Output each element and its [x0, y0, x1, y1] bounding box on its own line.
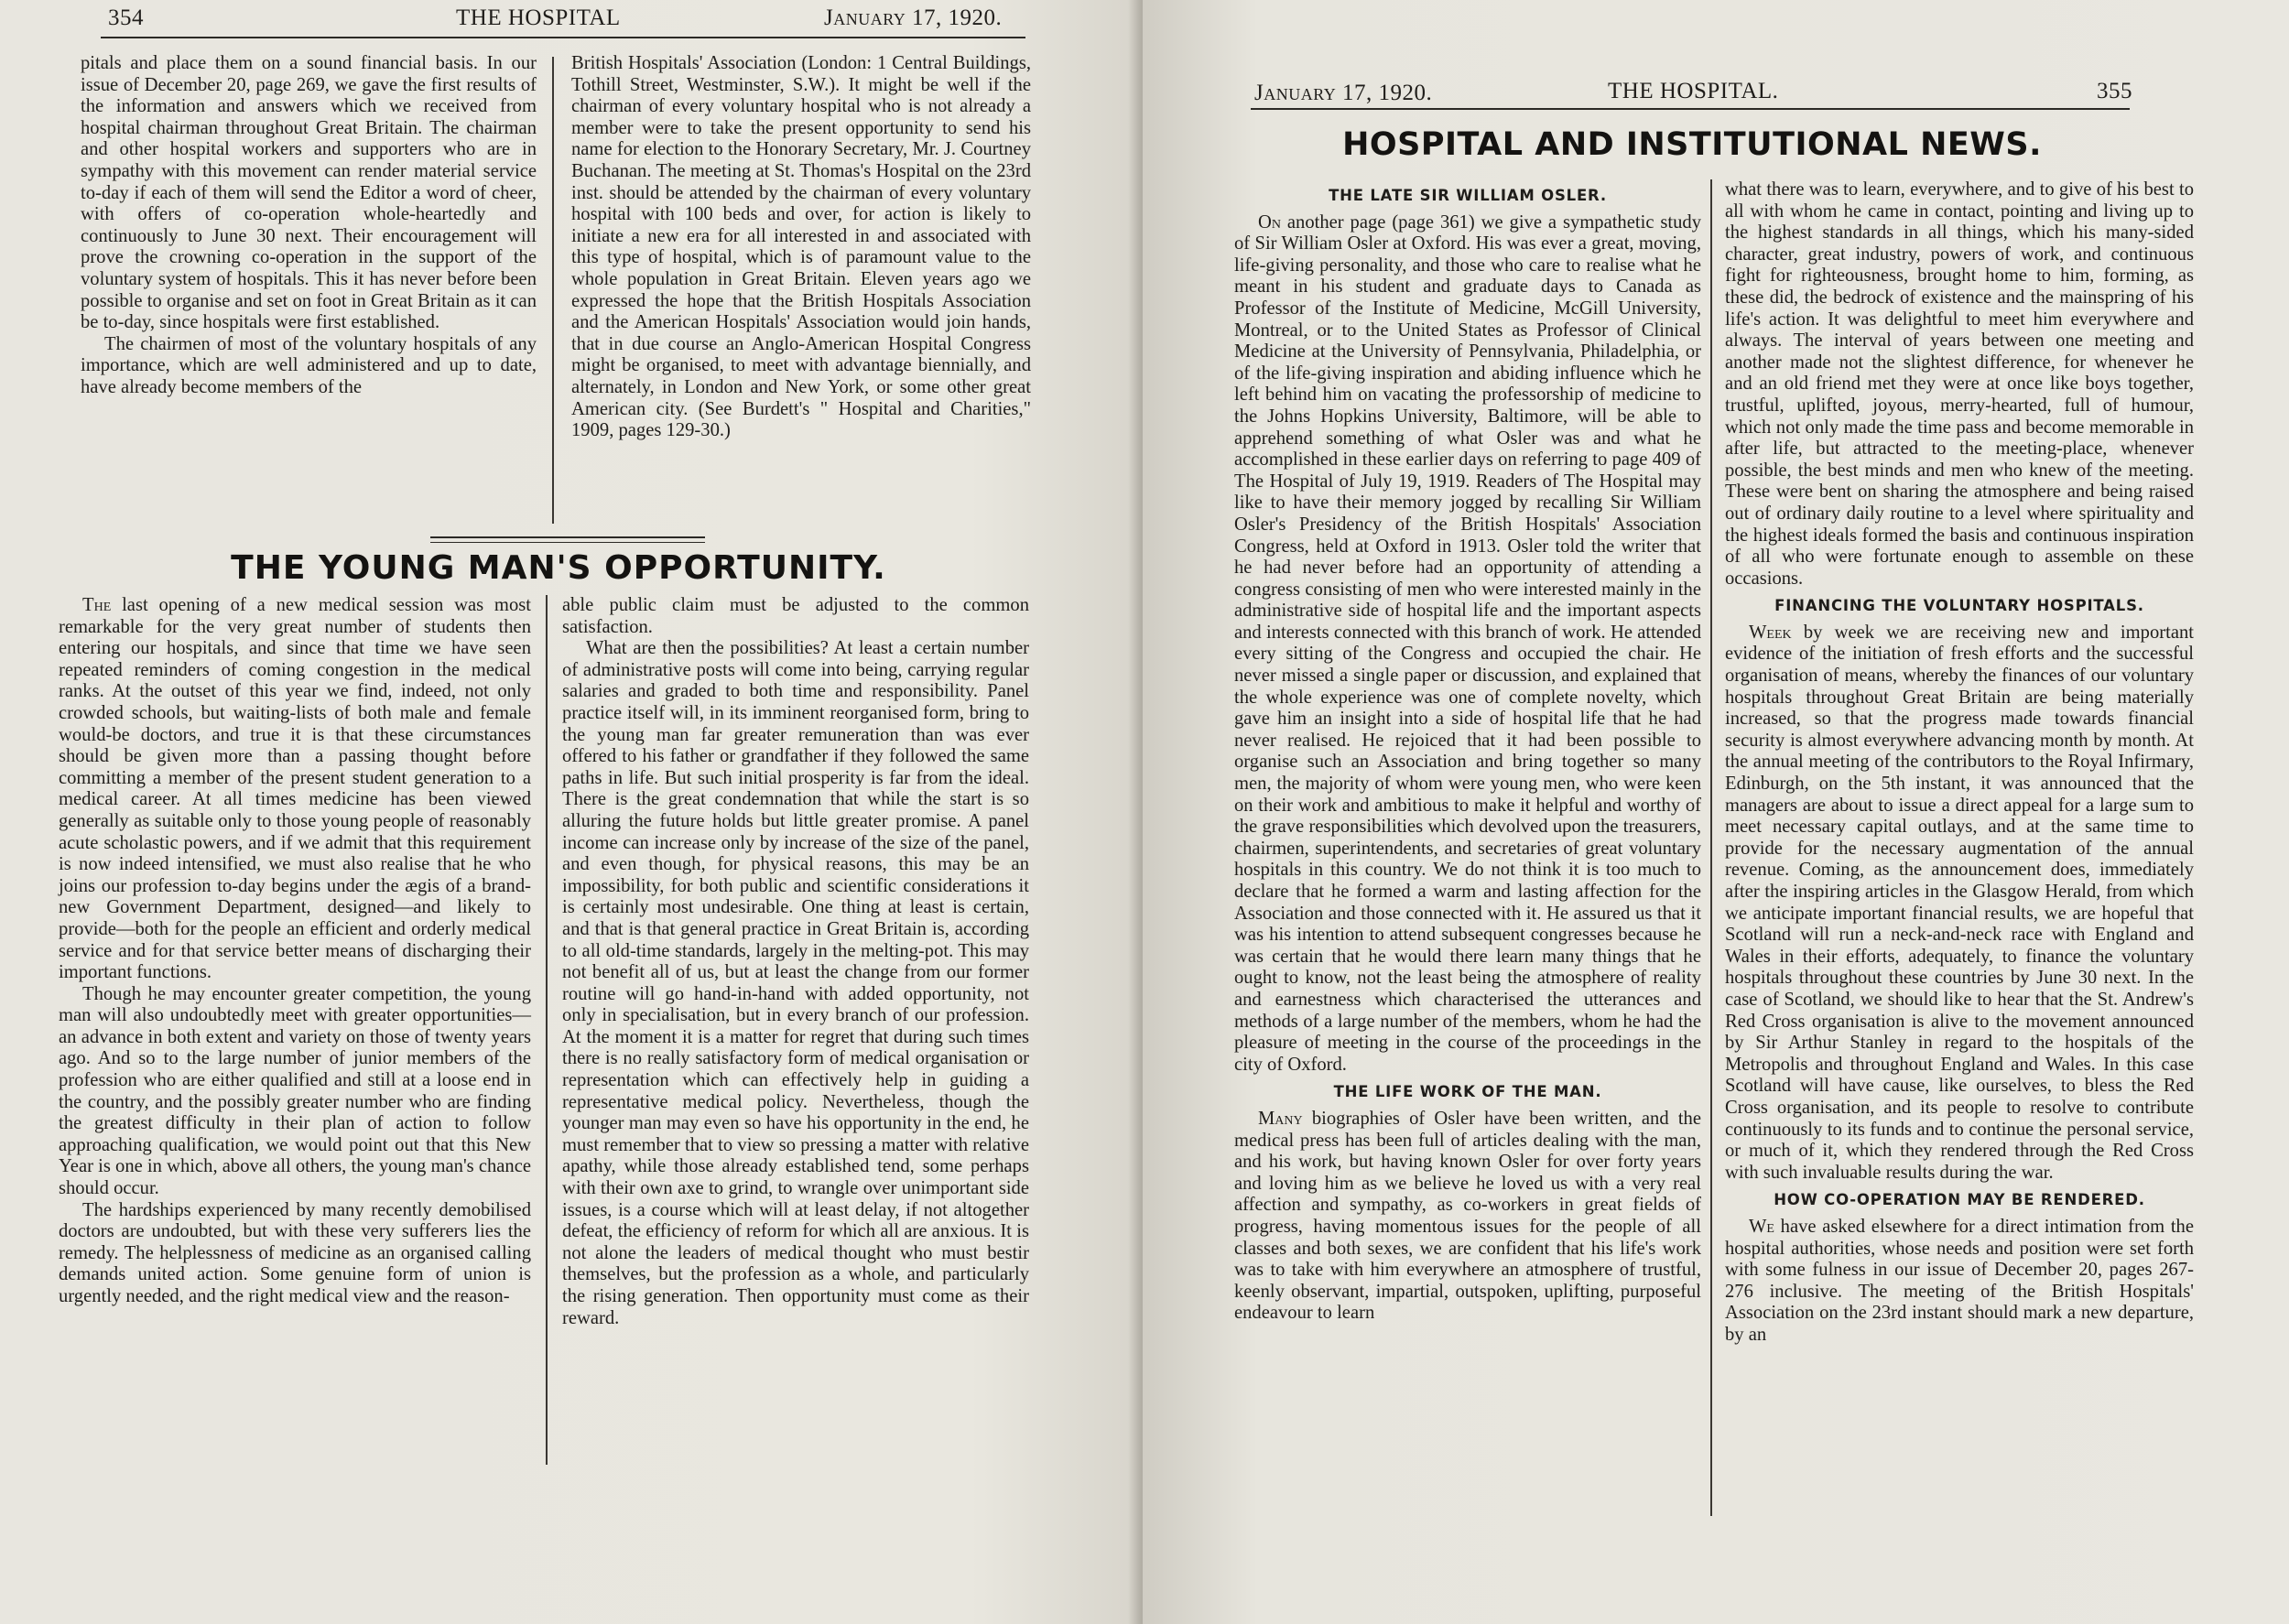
left-page-number: 354: [108, 5, 144, 30]
paragraph: The chairmen of most of the voluntary hospitals of any importance, which are well administered and up to date, have already become members of the: [81, 333, 537, 397]
paragraph: What are then the possibilities? At least a certain number of administrative posts will come into being, carrying regular salaries and graded to both time and responsibility. Panel practice itself will, in its imminent reorganised form, bring to the young man far greater remuneration than was ever offered to his father or grandfather if they followed the same paths in life. But such initial prosperity is far from the ideal. There is the great condemnation that while the start is so alluring the future holds but little greater promise. A panel income can increase only by increase of the size of the panel, and even though, for physical reasons, this may be an impossibility, for both public and scientific considerations it is certainly most undesirable. One thing at least is certain, and that is that general practice in Great Britain is, according to all old-time standards, largely in the melting-pot. This may not benefit all of us, but at least the change from our former routine will go hand-in-hand with added opportunity, not only in specialisation, but in every branch of our profession. At the moment it is a matter for regret that during such times there is no really satisfactory form of medical organisation or representation which can effectively help in guiding a representative medical policy. Nevertheless, though the younger man may even so have his opportunity in the end, he must remember that to view so pressing a matter with relative apathy, while those already established tend, some perhaps with their own axe to grind, to wrangle over unimportant side issues, is a course which will at least delay, if not altogether defeat, the efficiency of reform for which all are anxious. It is not alone the leaders of medical thought who must bestir themselves, but the profession as a whole, and particularly the rising generation. Then opportunity must come as their reward.: [562, 638, 1029, 1328]
column-divider: [546, 595, 548, 1465]
subhead-financing: FINANCING THE VOLUNTARY HOSPITALS.: [1774, 597, 2144, 615]
column-divider: [1710, 179, 1712, 1516]
paragraph: able public claim must be adjusted to the common satisfaction.: [562, 595, 1029, 637]
left-top-column-1: [81, 53, 537, 399]
subhead-co-operation: HOW CO-OPERATION MAY BE RENDERED.: [1774, 1191, 2145, 1209]
column-divider: [552, 57, 554, 524]
headline-rule-top-2: [430, 542, 705, 543]
left-page: [0, 0, 1143, 1624]
news-column-2: [1725, 179, 2194, 1346]
news-column-1: [1234, 179, 1701, 1325]
paragraph: We have asked elsewhere for a direct intimation from the hospital authorities, whose needs and position were set forth with some fulness in our issue of December 20, pages 267-276 inclusive. The meeting of the British Hospitals' Association on the 23rd instant should mark a new departure, by an: [1725, 1216, 2194, 1345]
paragraph: Many biographies of Osler have been written, and the medical press has been full of articles dealing with the man, and his work, but having known Osler for over forty years and loving him as we believe he loved us with a very real affection and sympathy, as co-workers in great fields of progress, having momentous issues for the people of all classes and both sexes, we are confident that his life's work was to take with him everywhere an atmosphere of trustful, keenly observant, impartial, outspoken, uplifting, purposeful endeavour to learn: [1234, 1108, 1701, 1324]
article-column-1: [59, 595, 531, 1308]
paragraph: British Hospitals' Association (London: 1 Central Buildings, Tothill Street, Westminster, S.W.). It might be well if the chairman of every voluntary hospital who is not already a member were to take the present opportunity to send his name for election to the Honorary Secretary, Mr. J. Courtney Buchanan. The meeting at St. Thomas's Hospital on the 23rd inst. should be attended by the chairman of every voluntary hospital with 100 beds and over, for action is likely to initiate a new era for all interested in and associated with this type of hospital, which is of paramount value to the whole population in Great Britain. Eleven years ago we expressed the hope that the British Hospitals Association and the American Hospitals' Association would join hands, that in due course an Anglo-American Hospital Congress might be organised, to meet with advantage biennially, and alternately, in London and New York, or some other great American city. (See Burdett's " Hospital and Charities," 1909, pages 129-30.): [571, 53, 1031, 441]
left-date: January 17, 1920.: [824, 5, 1003, 30]
subhead-osler: THE LATE SIR WILLIAM OSLER.: [1329, 187, 1607, 204]
right-date: January 17, 1920.: [1254, 81, 1433, 105]
left-top-column-2: [571, 53, 1031, 442]
article-column-2: [562, 595, 1029, 1329]
news-headline: HOSPITAL AND INSTITUTIONAL NEWS.: [1342, 126, 2042, 163]
paragraph: Though he may encounter greater competition, the young man will also undoubtedly meet with greater opportunities—an advance in both extent and variety on those of twenty years ago. And so to the large number of junior members of the profession who are either qualified and still at a loose end in the country, and the possibly greater number who are finding the greatest difficulty in their plan of action to follow approaching qualification, we would point out that this New Year is one in which, above all others, the young man's chance should occur.: [59, 983, 531, 1199]
headline-rule-top: [430, 536, 705, 538]
paragraph: pitals and place them on a sound financial basis. In our issue of December 20, page 269, we gave the first results of the information and answers which we received from hospital chairman throughout Great Britain. The chairman and other hospital workers and supporters who are in sympathy with this movement can render material service to-day if each of them will send the Editor a word of cheer, with offers of co-operation whole-heartedly and continuously to June 30 next. Their encouragement will prove the crowning co-operation in the support of the voluntary system of hospitals. This it has never before been possible to organise and set on foot in Great Britain as it can be to-day, since hospitals were first established.: [81, 53, 537, 333]
left-header-rule: [101, 37, 1025, 38]
subhead-life-work: THE LIFE WORK OF THE MAN.: [1333, 1083, 1602, 1101]
paragraph: what there was to learn, everywhere, and to give of his best to all with whom he came in contact, pointing and living up to the highest standards in all things, which his many-sided character, great industry, powers of work, and continuous fight for righteousness, brought home to him, forming, as these did, the bedrock of existence and the mainspring of his life's action. It was delightful to meet him everywhere and always. The interval of years between one meeting and another made not the slightest difference, for whenever he and an old friend met they were at once like boys together, trustful, uplifted, joyous, merry-hearted, full of humour, which not only made the time pass and become memorable in after life, but attracted to the meeting-place, whenever possible, the best minds and men who knew of the meeting. These were bent on sharing the atmosphere and being raised out of ordinary daily routine to a level where spirituality and the highest ideals formed the basis and continuous inspiration of all who were fortunate enough to assemble on these occasions.: [1725, 179, 2194, 589]
right-header-rule: [1251, 108, 2130, 110]
paragraph: Week by week we are receiving new and important evidence of the initiation of fresh efforts and the successful organisation of means, whereby the finances of our voluntary hospitals throughout Great Britain are being materially increased, so that the progress made towards financial security is almost everywhere advancing month by month. At the annual meeting of the contributors to the Royal Infirmary, Edinburgh, on the 5th instant, it was announced that the managers are about to issue a direct appeal for a large sum to meet necessary capital outlays, and at the same time to provide for the necessary augmentation of the annual revenue. Coming, as the announcement does, immediately after the inspiring articles in the Glasgow Herald, from which we anticipate important financial results, we are hopeful that Scotland will run a neck-and-neck race with England and Wales in their efforts, adequately, to finance the voluntary hospitals throughout these countries by June 30 next. In the case of Scotland, we should like to hear that the St. Andrew's Red Cross organisation is alive to the movement announced by Sir Arthur Stanley in regard to the hospitals of the Metropolis and throughout England and Wales. In this case Scotland will have cause, like ourselves, to bless the Red Cross organisation, and its people to resolve to contribute continuously to its funds and to continue the personal service, or much of it, which they rendered through the Red Cross with such invaluable results during the war.: [1725, 622, 2194, 1183]
left-running-title: THE HOSPITAL: [456, 5, 621, 30]
article-headline: THE YOUNG MAN'S OPPORTUNITY.: [231, 549, 886, 587]
right-running-title: THE HOSPITAL.: [1608, 79, 1779, 103]
right-page-number: 355: [2097, 79, 2132, 103]
paragraph: The last opening of a new medical session was most remarkable for the very great number of students then entering our hospitals, and since that time we have seen repeated reminders of coming congestion in the medical ranks. At the outset of this year we find, indeed, not only crowded schools, but waiting-lists of both male and female would-be doctors, and true it is that these circumstances should be given more than a passing thought before committing a member of the present student generation to a medical career. At all times medicine has been viewed generally as suitable only to those young people of reasonably acute scholastic powers, and if we admit that this requirement is now indeed intensified, we must also realise that he who joins our profession to-day begins under the ægis of a brand-new Government Department, designed—and likely to provide—both for the people an efficient and orderly medical service and for that service better means of discharging their important functions.: [59, 595, 531, 983]
paragraph: The hardships experienced by many recently demobilised doctors are undoubted, but with these very sufferers lies the remedy. The helplessness of medicine as an organised calling demands united action. Some genuine form of union is urgently needed, and the right medical view and the reason-: [59, 1199, 531, 1306]
paragraph: On another page (page 361) we give a sympathetic study of Sir William Osler at Oxford. His was ever a great, moving, life-giving personality, and those who care to realise what he meant in his student and graduate days to Canada as Professor of the Institute of Medicine, McGill University, Montreal, or to the United States as Professor of Clinical Medicine at the University of Pennsylvania, Philadelphia, or of the life-giving inspiration and abiding influence which he left behind him on vacating the professorship of medicine to the Johns Hopkins University, Baltimore, will be able to apprehend something of what Osler was and what he accomplished in these earlier days on referring to page 409 of The Hospital of July 19, 1919. Readers of The Hospital may like to have their memory jogged by recalling Sir William Osler's Presidency of the British Hospitals' Association Congress, held at Oxford in 1913. Osler told the writer that he had never before had an opportunity of attending a congress consisting of men who were interested mainly in the administrative side of hospital life and the important aspects and interests connected with this branch of work. He attended every sitting of the Congress and occupied the chair. He never missed a single paper or discussion, and explained that the whole experience was one of complete novelty, which gave him an insight into a side of hospital life that he had never realised. He rejoiced that it had been possible to organise such an Association and bring together so many men, the majority of whom were young men, who were keen on their work and ambitious to make it helpful and worthy of the grave responsibilities which devolved upon the treasurers, chairmen, superintendents, and secretaries of great voluntary hospitals in this country. We do not think it is too much to declare that he formed a warm and lasting affection for the Association and those connected with it. He assured us that it was his intention to attend subsequent congresses because he was certain that he would there learn many things that he ought to know, not the least being the atmosphere of reality and earnestness which characterised the utterances and methods of a large number of the members, whom he had the pleasure of meeting in the course of the proceedings in the city of Oxford.: [1234, 211, 1701, 1075]
right-page: [1143, 0, 2289, 1624]
